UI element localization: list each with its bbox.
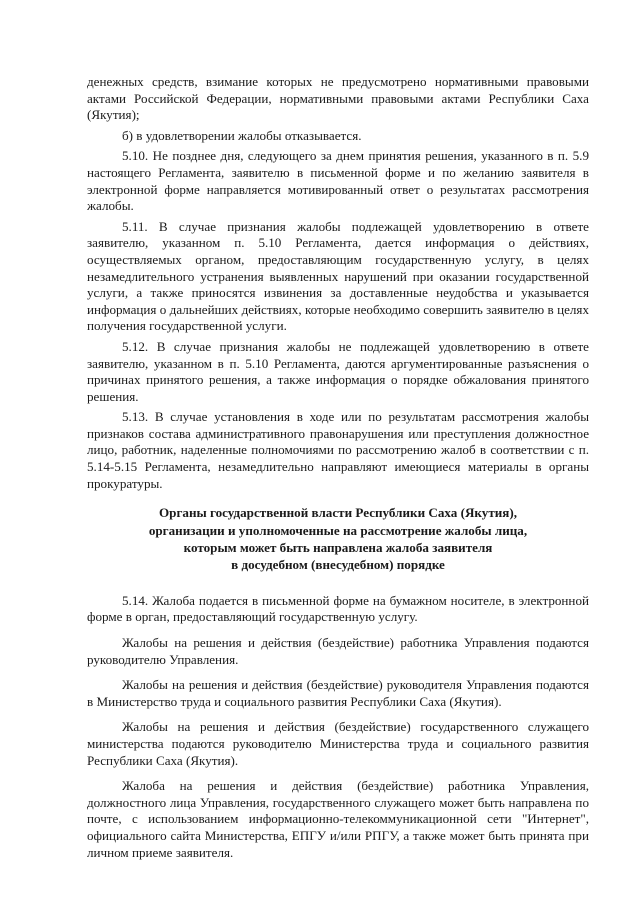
paragraph-complaint-channels: Жалоба на решения и действия (бездействие) работника Управления, должностного лица Управления, государственного служащего может быть направлена по почте, с использованием информационно-телекоммуникационной сети "Интернет", официального сайта Министерства, ЕПГУ и/или РПГУ, а также может быть принята при личном приеме заявителя. (87, 778, 589, 860)
heading-line: Органы государственной власти Республики Саха (Якутия), (158, 505, 518, 521)
paragraph-complaints-head: Жалобы на решения и действия (бездействие) руководителя Управления подаются в Министерство труда и социального развития Республики Саха (Якутия). (87, 677, 589, 709)
paragraph-complaints-worker: Жалобы на решения и действия (бездействие) работника Управления подаются руководителю Управления. (87, 635, 589, 667)
paragraph-5-14: 5.14. Жалоба подается в письменной форме на бумажном носителе, в электронной форме в орган, предоставляющий государственную услугу. (87, 592, 589, 625)
paragraph-complaints-civil-servant: Жалобы на решения и действия (бездействие) государственного служащего министерства подаются руководителю Министерства труда и социального развития Республики Саха (Якутия). (87, 719, 589, 768)
document-page (87, 74, 589, 865)
heading-line: в досудебном (внесудебном) порядке (231, 557, 445, 573)
heading-line: организации и уполномоченные на рассмотрение жалобы лица, (148, 522, 528, 538)
section-heading (87, 504, 589, 574)
paragraph-5-12: 5.12. В случае признания жалобы не подлежащей удовлетворению в ответе заявителю, указанном в п. 5.10 Регламента, даются аргументированные разъяснения о причинах принятого решения, а также информация о порядке обжалования принятого решения. (87, 338, 589, 404)
paragraph-5-11: 5.11. В случае признания жалобы подлежащей удовлетворению в ответе заявителю, указанном п. 5.10 Регламента, дается информация о действиях, осуществляемых органом, предоставляющим государственную услугу, в целях незамедлительного устранения выявленных нарушений при оказании государственной услуги, а также приносятся извинения за доставленные неудобства и указывается информация о дальнейших действиях, которые необходимо совершить заявителю в целях получения государственной услуги. (87, 218, 589, 334)
heading-line: которым может быть направлена жалоба заявителя (183, 540, 493, 556)
paragraph-5-13: 5.13. В случае установления в ходе или по результатам рассмотрения жалобы признаков состава административного правонарушения или преступления должностное лицо, работник, наделенные полномочиями по рассмотрению жалоб в соответствии с п. 5.14-5.15 Регламента, незамедлительно направляют имеющиеся материалы в органы прокуратуры. (87, 409, 589, 491)
paragraph-continuation: денежных средств, взимание которых не предусмотрено нормативными правовыми актами Российской Федерации, нормативными правовыми актами Республики Саха (Якутия); (87, 74, 589, 123)
paragraph-5-10: 5.10. Не позднее дня, следующего за днем принятия решения, указанного в п. 5.9 настоящего Регламента, заявителю в письменной форме и по желанию заявителя в электронной форме направляется мотивированный ответ о результатах рассмотрения жалобы. (87, 148, 589, 214)
paragraph-refusal: б) в удовлетворении жалобы отказывается. (122, 127, 362, 143)
